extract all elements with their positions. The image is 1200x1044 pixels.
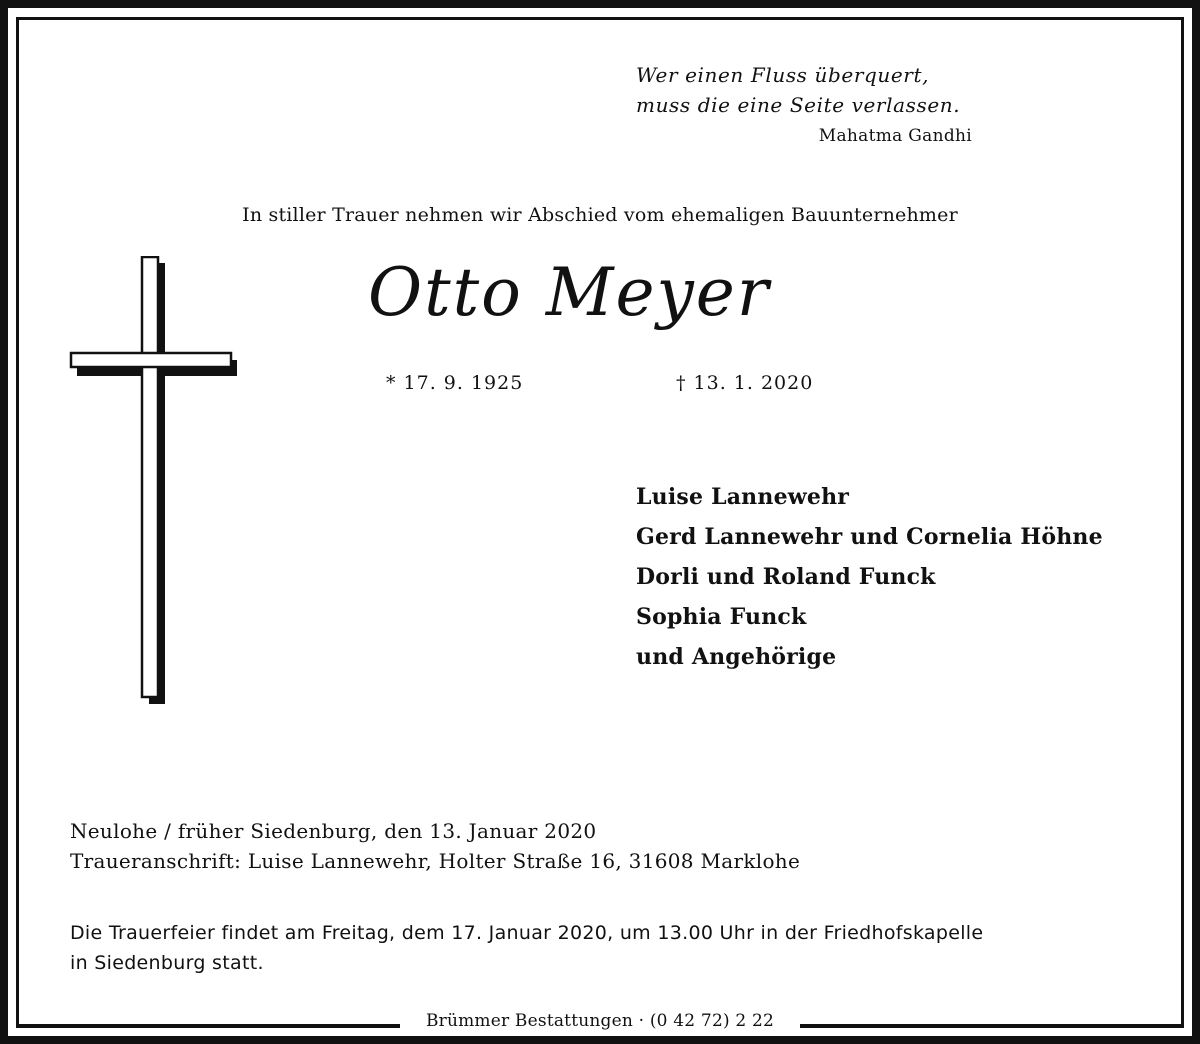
mourner-name: Sophia Funck [636, 604, 807, 630]
mourner-name: Gerd Lannewehr und Cornelia Höhne [636, 524, 1103, 550]
birth-date: * 17. 9. 1925 [386, 372, 524, 394]
mourning-address: Traueranschrift: Luise Lannewehr, Holter Straße 16, 31608 Marklohe [70, 849, 801, 873]
mourner-name: Luise Lannewehr [636, 484, 850, 510]
bottom-rule-right [800, 1024, 1184, 1028]
cross-icon [60, 256, 250, 716]
bottom-rule-left [16, 1024, 400, 1028]
place-date-line: Neulohe / früher Siedenburg, den 13. Januar 2020 [70, 819, 597, 843]
intro-text: In stiller Trauer nehmen wir Abschied vom ehemaligen Bauunternehmer [242, 204, 958, 226]
ceremony-line-1: Die Trauerfeier findet am Freitag, dem 17. Januar 2020, um 13.00 Uhr in der Friedhofskapelle [70, 922, 984, 944]
deceased-name: Otto Meyer [368, 254, 771, 331]
mourners-list [636, 477, 1103, 677]
motto-line-2: muss die eine Seite verlassen. [636, 93, 961, 117]
mourner-name: Dorli und Roland Funck [636, 564, 936, 590]
funeral-home-footer: Brümmer Bestattungen · (0 42 72) 2 22 [425, 1011, 775, 1031]
mourner-name: und Angehörige [636, 644, 837, 670]
death-date: † 13. 1. 2020 [676, 372, 814, 394]
motto-author: Mahatma Gandhi [818, 126, 972, 146]
cross-vertical-beam [142, 257, 158, 697]
motto-quote [636, 60, 960, 120]
ceremony-line-2: in Siedenburg statt. [70, 952, 264, 974]
motto-line-1: Wer einen Fluss überquert, [636, 63, 930, 87]
